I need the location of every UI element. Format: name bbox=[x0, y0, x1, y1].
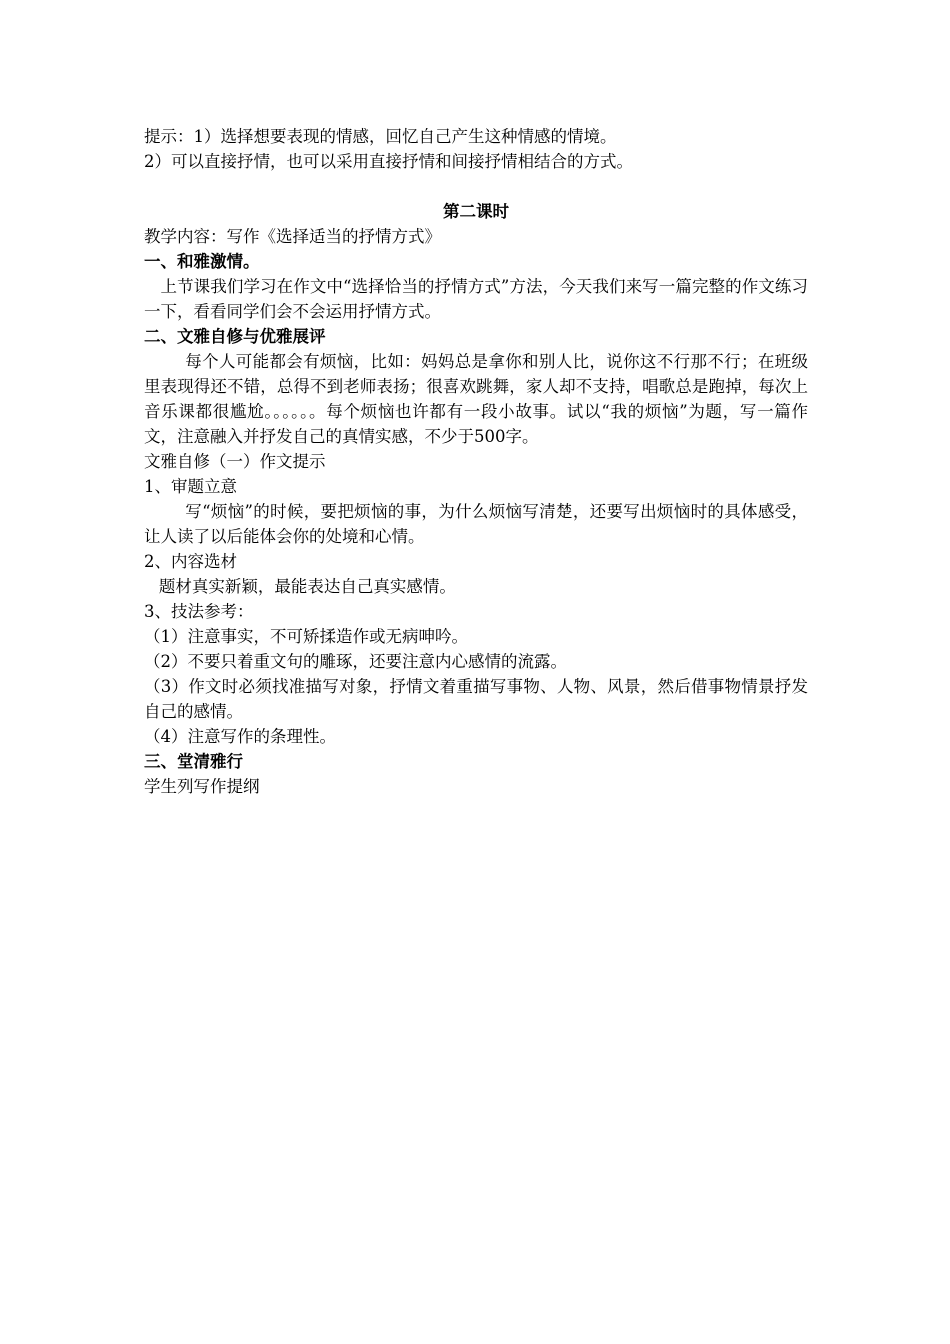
tip-3: （3）作文时必须找准描写对象，抒情文着重描写事物、人物、风景，然后借事物情景抒发自己的感情。 bbox=[144, 677, 808, 721]
item-2-title: 2、内容选材 bbox=[144, 552, 237, 571]
lesson-title: 第二课时 bbox=[443, 202, 509, 221]
tip-1: （1）注意事实，不可矫揉造作或无病呻吟。 bbox=[144, 627, 468, 646]
section-1-text: 上节课我们学习在作文中“选择恰当的抒情方式”方法，今天我们来写一篇完整的作文练习一下，看看同学们会不会运用抒情方式。 bbox=[144, 277, 808, 321]
section-1-heading: 一、和雅激情。 bbox=[144, 252, 260, 271]
section-3-text: 学生列写作提纲 bbox=[144, 777, 260, 796]
item-1-title: 1、审题立意 bbox=[144, 477, 237, 496]
item-2-text: 题材真实新颖，最能表达自己真实感情。 bbox=[158, 577, 456, 596]
tip-4: （4）注意写作的条理性。 bbox=[144, 727, 336, 746]
section-2-heading: 二、文雅自修与优雅展评 bbox=[144, 327, 326, 346]
item-1-text: 写“烦恼”的时候，要把烦恼的事，为什么烦恼写清楚，还要写出烦恼时的具体感受，让人读了以后能体会你的处境和心情。 bbox=[144, 502, 808, 546]
item-3-title: 3、技法参考： bbox=[144, 602, 254, 621]
tip-2: （2）不要只着重文句的雕琢，还要注意内心感情的流露。 bbox=[144, 652, 567, 671]
section-2-text: 每个人可能都会有烦恼，比如：妈妈总是拿你和别人比，说你这不行那不行；在班级里表现得还不错，总得不到老师表扬；很喜欢跳舞，家人却不支持，唱歌总是跑掉，每次上音乐课都很尴尬。。。。。。每个烦恼也许都有一段小故事。试以“我的烦恼”为题，写一篇作文，注意融入并抒发自己的真情实感，不少于500字。 bbox=[144, 352, 808, 446]
hint-line-1: 提示：1）选择想要表现的情感，回忆自己产生这种情感的情境。 bbox=[144, 127, 617, 146]
section-2-subtitle: 文雅自修（一）作文提示 bbox=[144, 452, 326, 471]
hint-line-2: 2）可以直接抒情，也可以采用直接抒情和间接抒情相结合的方式。 bbox=[144, 152, 633, 171]
blank-line bbox=[144, 174, 808, 199]
lesson-content: 教学内容：写作《选择适当的抒情方式》 bbox=[144, 227, 441, 246]
document-page bbox=[144, 124, 808, 799]
section-3-heading: 三、堂清雅行 bbox=[144, 752, 243, 771]
